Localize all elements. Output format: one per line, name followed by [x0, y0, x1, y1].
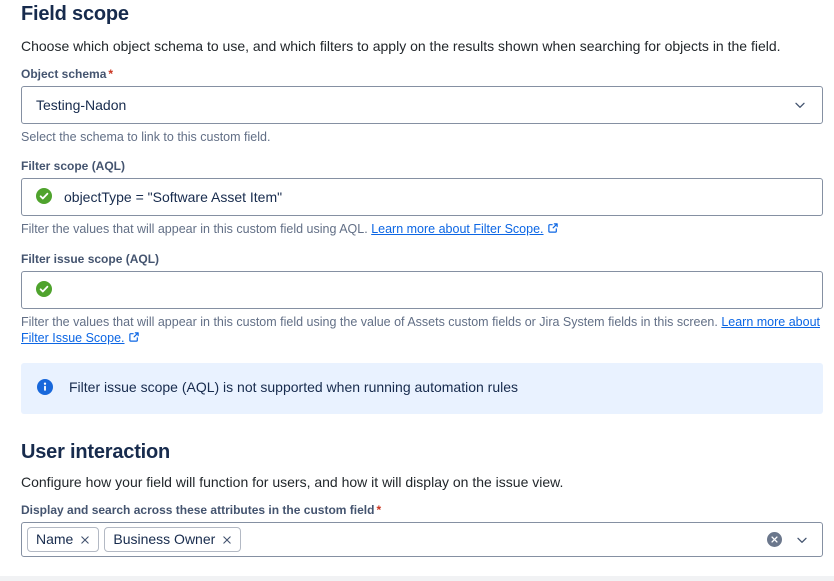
aql-valid-check-icon [36, 281, 52, 300]
user-interaction-description: Configure how your field will function for users, and how it will display on the issue view. [21, 474, 564, 490]
filter-issue-scope-learn-more-link[interactable]: Learn more about Filter Issue Scope. [21, 315, 821, 345]
field-scope-heading: Field scope [21, 3, 129, 25]
filter-issue-scope-label: Filter issue scope (AQL) [21, 252, 160, 266]
filter-scope-helper: Filter the values that will appear in this custom field using AQL. Learn more about Filter Scope. [21, 221, 823, 238]
object-schema-selected-value: Testing-Nadon [36, 97, 127, 113]
field-scope-description: Choose which object schema to use, and which filters to apply on the results shown when searching for objects in the field. [21, 38, 781, 54]
attribute-tag [27, 527, 99, 552]
filter-scope-input[interactable] [21, 178, 823, 216]
attributes-multi-select[interactable] [21, 522, 823, 557]
object-schema-helper: Select the schema to link to this custom field. [21, 130, 271, 144]
attribute-tag-label: Name [36, 531, 74, 547]
external-link-icon [547, 223, 559, 237]
filter-issue-scope-helper: Filter the values that will appear in this custom field using the value of Assets custom fields or Jira System fields in this screen. Learn more about Filter Issue Scope. [21, 315, 821, 345]
selected-attribute-tags [27, 527, 767, 552]
info-banner-message: Filter issue scope (AQL) is not supported when running automation rules [69, 379, 519, 395]
filter-scope-label: Filter scope (AQL) [21, 159, 126, 173]
chevron-down-icon[interactable] [792, 97, 808, 113]
next-section-edge [0, 576, 834, 581]
object-schema-label: Object schema * [21, 67, 114, 81]
external-link-icon [128, 332, 140, 346]
chevron-down-icon[interactable] [794, 532, 810, 548]
object-schema-select[interactable] [21, 86, 823, 124]
remove-tag-icon[interactable] [80, 535, 90, 545]
remove-tag-icon[interactable] [222, 535, 232, 545]
aql-valid-check-icon [36, 188, 52, 207]
required-asterisk: * [376, 503, 382, 517]
info-icon [37, 379, 53, 400]
attribute-tag [104, 527, 241, 552]
user-interaction-heading: User interaction [21, 441, 171, 463]
attributes-label: Display and search across these attributes in the custom field * [21, 503, 382, 517]
filter-issue-scope-input[interactable] [21, 271, 823, 309]
info-banner [21, 363, 823, 414]
multi-select-controls [767, 532, 810, 548]
filter-scope-learn-more-link[interactable]: Learn more about Filter Scope. [371, 222, 544, 236]
clear-all-icon[interactable] [767, 532, 782, 547]
attribute-tag-label: Business Owner [113, 531, 216, 547]
required-asterisk: * [108, 67, 114, 81]
filter-scope-value: objectType = "Software Asset Item" [64, 189, 283, 205]
